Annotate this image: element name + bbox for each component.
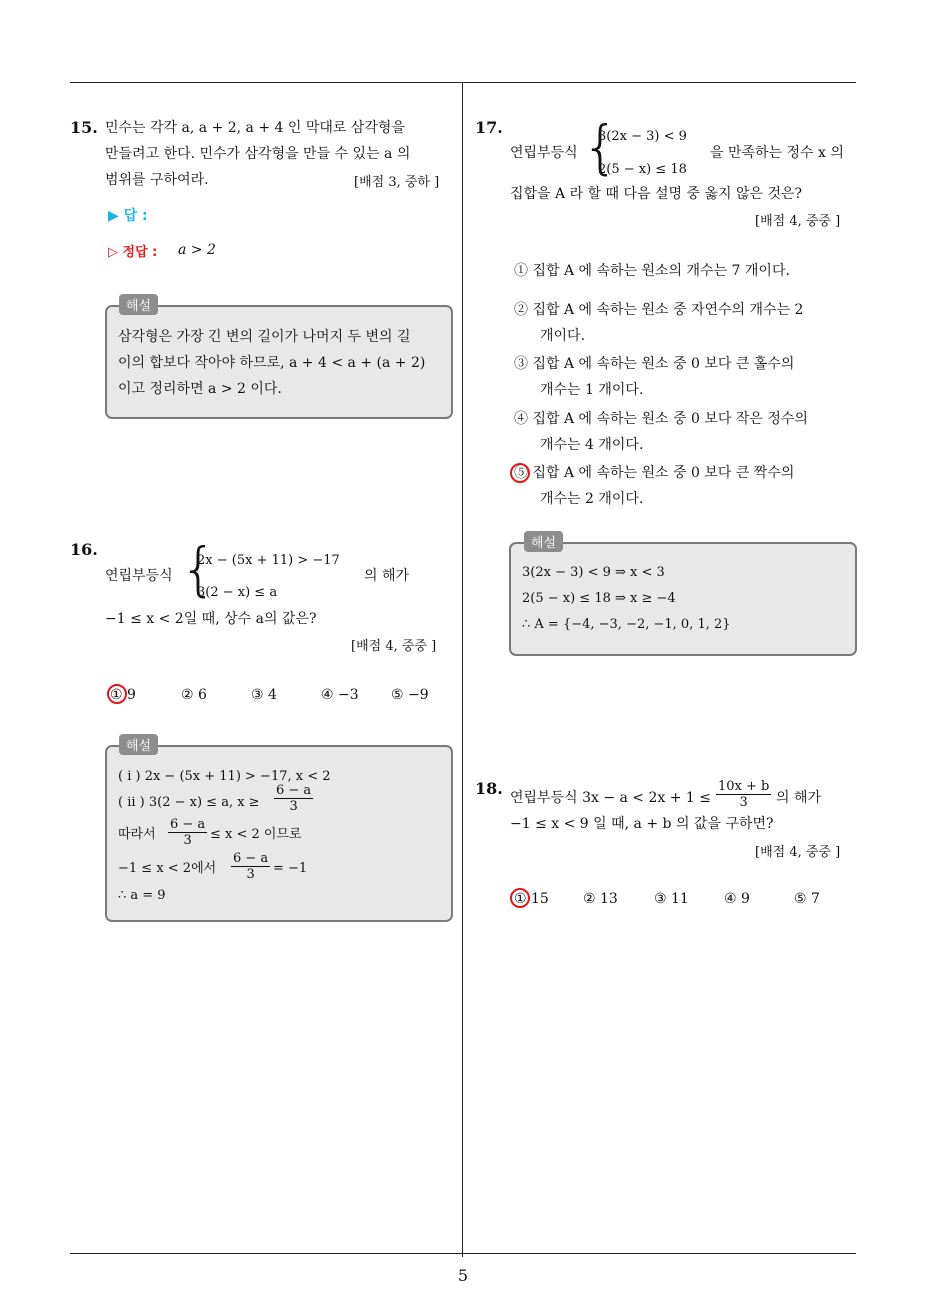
- q16-choice-2[interactable]: ② 6: [181, 687, 207, 703]
- q17-number: 17.: [475, 118, 503, 137]
- q15-explain-line-1: 삼각형은 가장 긴 변의 길이가 나머지 두 변의 길: [118, 329, 411, 345]
- q17-prefix: 연립부등식: [510, 145, 578, 161]
- q17-ineq-2: 2(5 − x) ≤ 18: [598, 162, 687, 177]
- q15-grade: [배점 3, 중하 ]: [354, 175, 440, 190]
- q16-choice-1[interactable]: ① 9: [110, 687, 136, 703]
- q15-number: 15.: [70, 118, 98, 137]
- q17-choice-5[interactable]: ⑤ 집합 A 에 속하는 원소 중 0 보다 큰 짝수의: [514, 465, 795, 481]
- q18-answer-mark: [510, 888, 530, 908]
- q15-solution-value: a > 2: [178, 242, 216, 258]
- q15-explain-line-3: 이고 정리하면 a > 2 이다.: [118, 381, 282, 397]
- q16-explain-fraction-2: [168, 817, 207, 848]
- q15-explain-line-2: 이의 합보다 작아야 하므로, a + 4 < a + (a + 2): [118, 355, 426, 371]
- q17-explanation-tag: 해설: [524, 531, 563, 552]
- q16-choice-4[interactable]: ④ −3: [321, 687, 359, 703]
- q16-explain-line-2: ( ii ) 3(2 − x) ≤ a, x ≥: [118, 795, 260, 810]
- q16-choice-3[interactable]: ③ 4: [251, 687, 277, 703]
- q18-grade: [배점 4, 중중 ]: [755, 845, 841, 860]
- q15-line-3: 범위를 구하여라.: [105, 172, 209, 188]
- q16-number: 16.: [70, 540, 98, 559]
- q18-choice-3[interactable]: ③ 11: [654, 891, 689, 907]
- q15-solution-label: ▷ 정답 :: [108, 245, 158, 260]
- q17-explain-line-2: 2(5 − x) ≤ 18 ⇒ x ≥ −4: [522, 591, 676, 606]
- q17-line-2: 집합을 A 라 할 때 다음 설명 중 옳지 않은 것은?: [510, 186, 803, 202]
- q18-number: 18.: [475, 779, 503, 798]
- q16-explanation-tag: 해설: [119, 734, 158, 755]
- q17-choice-1[interactable]: ① 집합 A 에 속하는 원소의 개수는 7 개이다.: [514, 263, 790, 279]
- q16-choice-5[interactable]: ⑤ −9: [391, 687, 429, 703]
- q16-grade: [배점 4, 중중 ]: [351, 639, 437, 654]
- q17-choice-3-cont: 개수는 1 개이다.: [540, 382, 644, 398]
- q16-frac2-den: 3: [183, 833, 192, 848]
- q16-prefix: 연립부등식: [105, 568, 173, 584]
- q17-suffix: 을 만족하는 정수 x 의: [710, 145, 844, 161]
- q17-choice-2-cont: 개이다.: [540, 328, 586, 344]
- q16-answer-mark: [107, 684, 127, 704]
- q16-frac3-den: 3: [246, 867, 255, 882]
- q16-ineq-1: 2x − (5x + 11) > −17: [197, 553, 340, 568]
- q18-choice-2[interactable]: ② 13: [583, 891, 618, 907]
- q16-frac2-num: 6 − a: [170, 817, 206, 832]
- q16-explain-fraction-3: [231, 851, 270, 882]
- q18-frac-num: 10x + b: [718, 779, 770, 794]
- q16-line-2: −1 ≤ x < 2일 때, 상수 a의 값은?: [105, 611, 317, 627]
- q17-ineq-1: 3(2x − 3) < 9: [598, 129, 687, 144]
- bottom-rule: [70, 1253, 856, 1254]
- q17-grade: [배점 4, 중중 ]: [755, 214, 841, 229]
- q18-fraction: [716, 779, 771, 810]
- q16-frac1-num: 6 − a: [276, 783, 312, 798]
- top-rule: [70, 82, 856, 83]
- q17-choice-5-cont: 개수는 2 개이다.: [540, 491, 644, 507]
- q16-explain-line-4-pre: −1 ≤ x < 2에서: [118, 861, 217, 876]
- q15-line-1: 민수는 각각 a, a + 2, a + 4 인 막대로 삼각형을: [105, 120, 405, 136]
- q17-answer-mark: [510, 463, 530, 483]
- q17-explain-line-1: 3(2x − 3) < 9 ⇒ x < 3: [522, 565, 665, 580]
- q17-choice-4[interactable]: ④ 집합 A 에 속하는 원소 중 0 보다 작은 정수의: [514, 411, 808, 427]
- q17-explain-line-3: ∴ A = {−4, −3, −2, −1, 0, 1, 2}: [522, 617, 731, 632]
- q18-suffix: 의 해가: [776, 790, 822, 806]
- q16-explain-fraction-1: [274, 783, 313, 814]
- q16-explain-line-5: ∴ a = 9: [118, 888, 166, 903]
- q16-explain-line-4-post: = −1: [273, 861, 308, 876]
- q18-choice-5[interactable]: ⑤ 7: [794, 891, 820, 907]
- q18-choice-1[interactable]: ① 15: [514, 891, 549, 907]
- q17-choice-3[interactable]: ③ 집합 A 에 속하는 원소 중 0 보다 큰 홀수의: [514, 356, 795, 372]
- q16-frac3-num: 6 − a: [233, 851, 269, 866]
- column-divider: [462, 82, 463, 1257]
- q17-brace: {: [582, 113, 619, 181]
- q15-explanation-tag: 해설: [119, 294, 158, 315]
- q16-explain-line-3-pre: 따라서: [118, 827, 156, 842]
- q18-choice-4[interactable]: ④ 9: [724, 891, 750, 907]
- q18-frac-den: 3: [739, 795, 748, 810]
- q17-choice-2[interactable]: ② 집합 A 에 속하는 원소 중 자연수의 개수는 2: [514, 302, 804, 318]
- q16-ineq-2: 3(2 − x) ≤ a: [197, 585, 278, 600]
- q17-choice-4-cont: 개수는 4 개이다.: [540, 437, 644, 453]
- q16-explain-line-3-post: ≤ x < 2 이므로: [210, 827, 302, 842]
- q16-suffix: 의 해가: [364, 568, 410, 584]
- q18-line-2: −1 ≤ x < 9 일 때, a + b 의 값을 구하면?: [510, 816, 774, 832]
- q18-prefix: 연립부등식 3x − a < 2x + 1 ≤: [510, 790, 712, 806]
- q16-brace: {: [180, 535, 217, 603]
- q15-line-2: 만들려고 한다. 민수가 삼각형을 만들 수 있는 a 의: [105, 146, 411, 162]
- page-number: 5: [457, 1266, 469, 1285]
- q15-answer-label: ▶ 답 :: [108, 208, 148, 224]
- q16-frac1-den: 3: [289, 799, 298, 814]
- q16-explain-line-1: ( i ) 2x − (5x + 11) > −17, x < 2: [118, 769, 331, 784]
